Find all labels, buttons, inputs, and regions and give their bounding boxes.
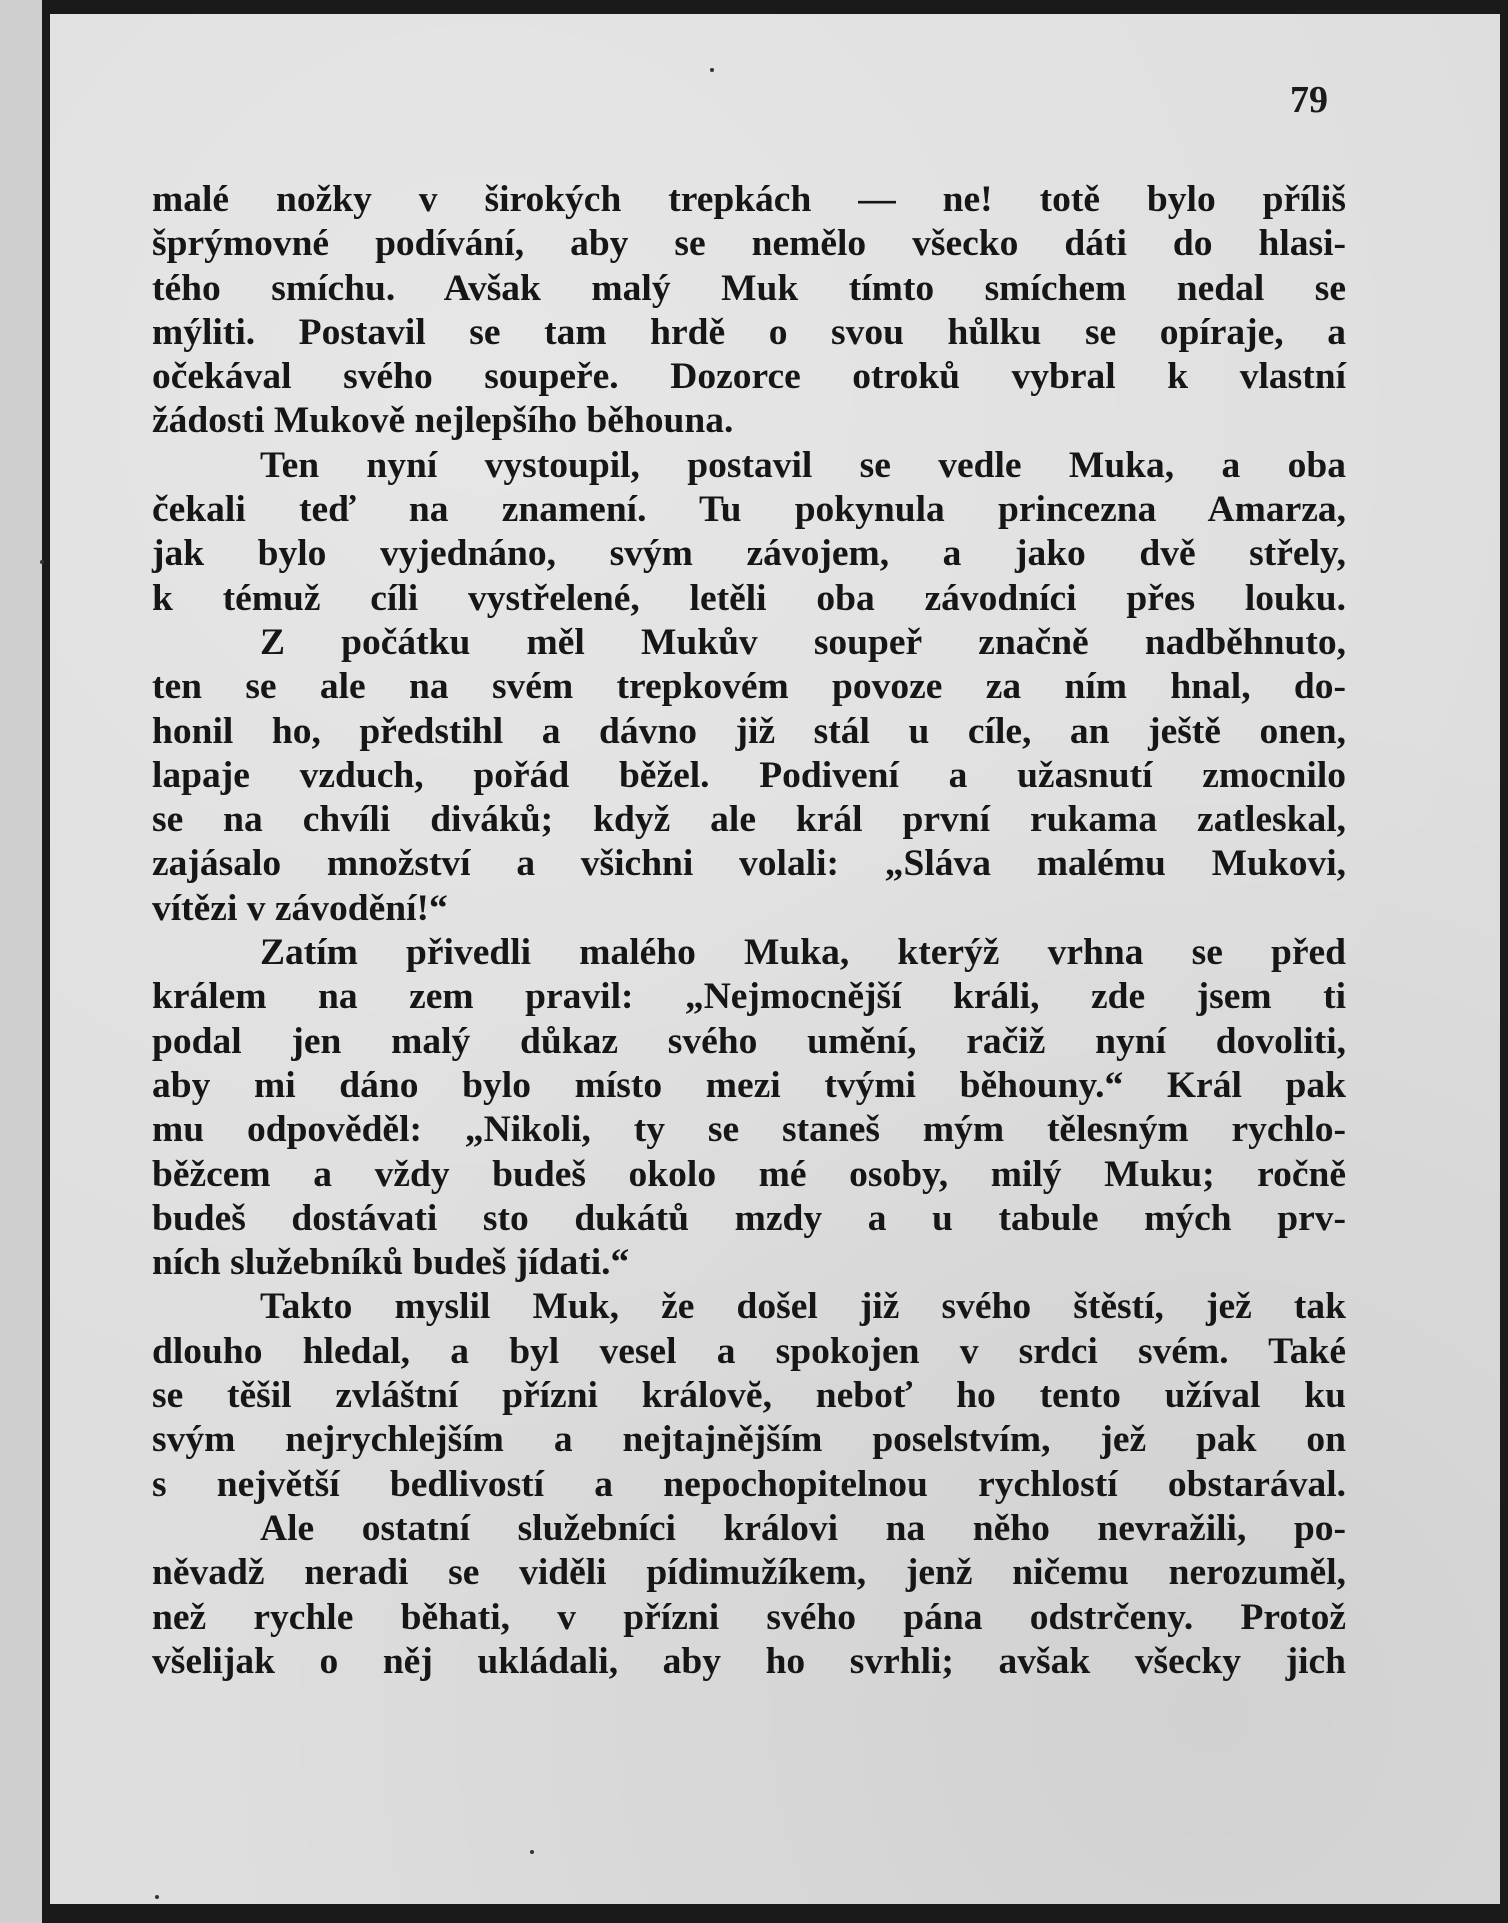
text-line: k témuž cíli vystřelené, letěli oba závodníci přes louku.	[152, 577, 1346, 619]
text-line: budeš dostávati sto dukátů mzdy a u tabule mých prv-	[152, 1197, 1346, 1239]
text-line: všelijak o něj ukládali, aby ho svrhli; avšak všecky jich	[152, 1640, 1346, 1682]
text-line: ních služebníků budeš jídati.“	[152, 1242, 630, 1284]
text-line: Ale ostatní služebníci královi na něho nevražili, po-	[260, 1507, 1346, 1549]
scan-speck	[155, 1895, 159, 1899]
text-line: honil ho, předstihl a dávno již stál u cíle, an ještě onen,	[152, 710, 1346, 752]
text-line: se těšil zvláštní přízni královĕ, neboť ho tento užíval ku	[152, 1375, 1346, 1417]
text-line: očekával svého soupeře. Dozorce otroků vybral k vlastní	[152, 356, 1346, 398]
text-line: Takto myslil Muk, že došel již svého štěstí, jež tak	[260, 1286, 1346, 1328]
body-text	[152, 178, 1346, 1684]
text-line: mýliti. Postavil se tam hrdě o svou hůlku se opíraje, a	[152, 311, 1346, 353]
text-line: něvadž neradi se viděli pídimužíkem, jenž ničemu nerozuměl,	[152, 1552, 1346, 1594]
scan-speck	[710, 68, 714, 72]
text-line: než rychle běhati, v přízni svého pána odstrčeny. Protož	[152, 1596, 1346, 1638]
text-line: se na chvíli diváků; když ale král první rukama zatleskal,	[152, 799, 1346, 841]
text-line: s největší bedlivostí a nepochopitelnou rychlostí obstarával.	[152, 1463, 1346, 1505]
text-line: běžcem a vždy budeš okolo mé osoby, milý Muku; ročně	[152, 1153, 1346, 1195]
page-number: 79	[1290, 79, 1328, 121]
text-line: tého smíchu. Avšak malý Muk tímto smíchem nedal se	[152, 267, 1346, 309]
previous-page-edge	[0, 0, 46, 1923]
text-line: králem na zem pravil: „Nejmocnější králi, zde jsem ti	[152, 976, 1346, 1018]
text-line: dlouho hledal, a byl vesel a spokojen v srdci svém. Také	[152, 1330, 1346, 1372]
text-line: svým nejrychlejším a nejtajnějším poselstvím, jež pak on	[152, 1419, 1346, 1461]
text-line: ten se ale na svém trepkovém povoze za ním hnal, do-	[152, 666, 1346, 708]
text-line: žádosti Mukově nejlepšího běhouna.	[152, 400, 734, 442]
text-line: Zatím přivedli malého Muka, kterýž vrhna se před	[260, 932, 1346, 974]
text-line: mu odpověděl: „Nikoli, ty se staneš mým tělesným rychlo-	[152, 1109, 1346, 1151]
text-line: podal jen malý důkaz svého umění, račiž nyní dovoliti,	[152, 1020, 1346, 1062]
text-line: zajásalo množství a všichni volali: „Sláva malému Mukovi,	[152, 843, 1346, 885]
text-line: čekali teď na znamení. Tu pokynula princezna Amarza,	[152, 489, 1346, 531]
text-line: malé nožky v širokých trepkách — ne! totě bylo příliš	[152, 179, 1346, 220]
scan-speck	[40, 560, 44, 564]
text-line: Ten nyní vystoupil, postavil se vedle Muka, a oba	[260, 444, 1346, 486]
text-line: šprýmovné podívání, aby se nemělo všecko dáti do hlasi-	[152, 223, 1346, 265]
scan-speck	[530, 1850, 534, 1854]
text-line: lapaje vzduch, pořád běžel. Podivení a užasnutí zmocnilo	[152, 754, 1346, 796]
text-line: aby mi dáno bylo místo mezi tvými běhouny.“ Král pak	[152, 1064, 1346, 1106]
text-line: Z počátku měl Mukův soupeř značně nadběhnuto,	[260, 621, 1346, 663]
text-line: jak bylo vyjednáno, svým závojem, a jako dvě střely,	[152, 533, 1346, 575]
text-line: vítězi v závodění!“	[152, 887, 448, 929]
